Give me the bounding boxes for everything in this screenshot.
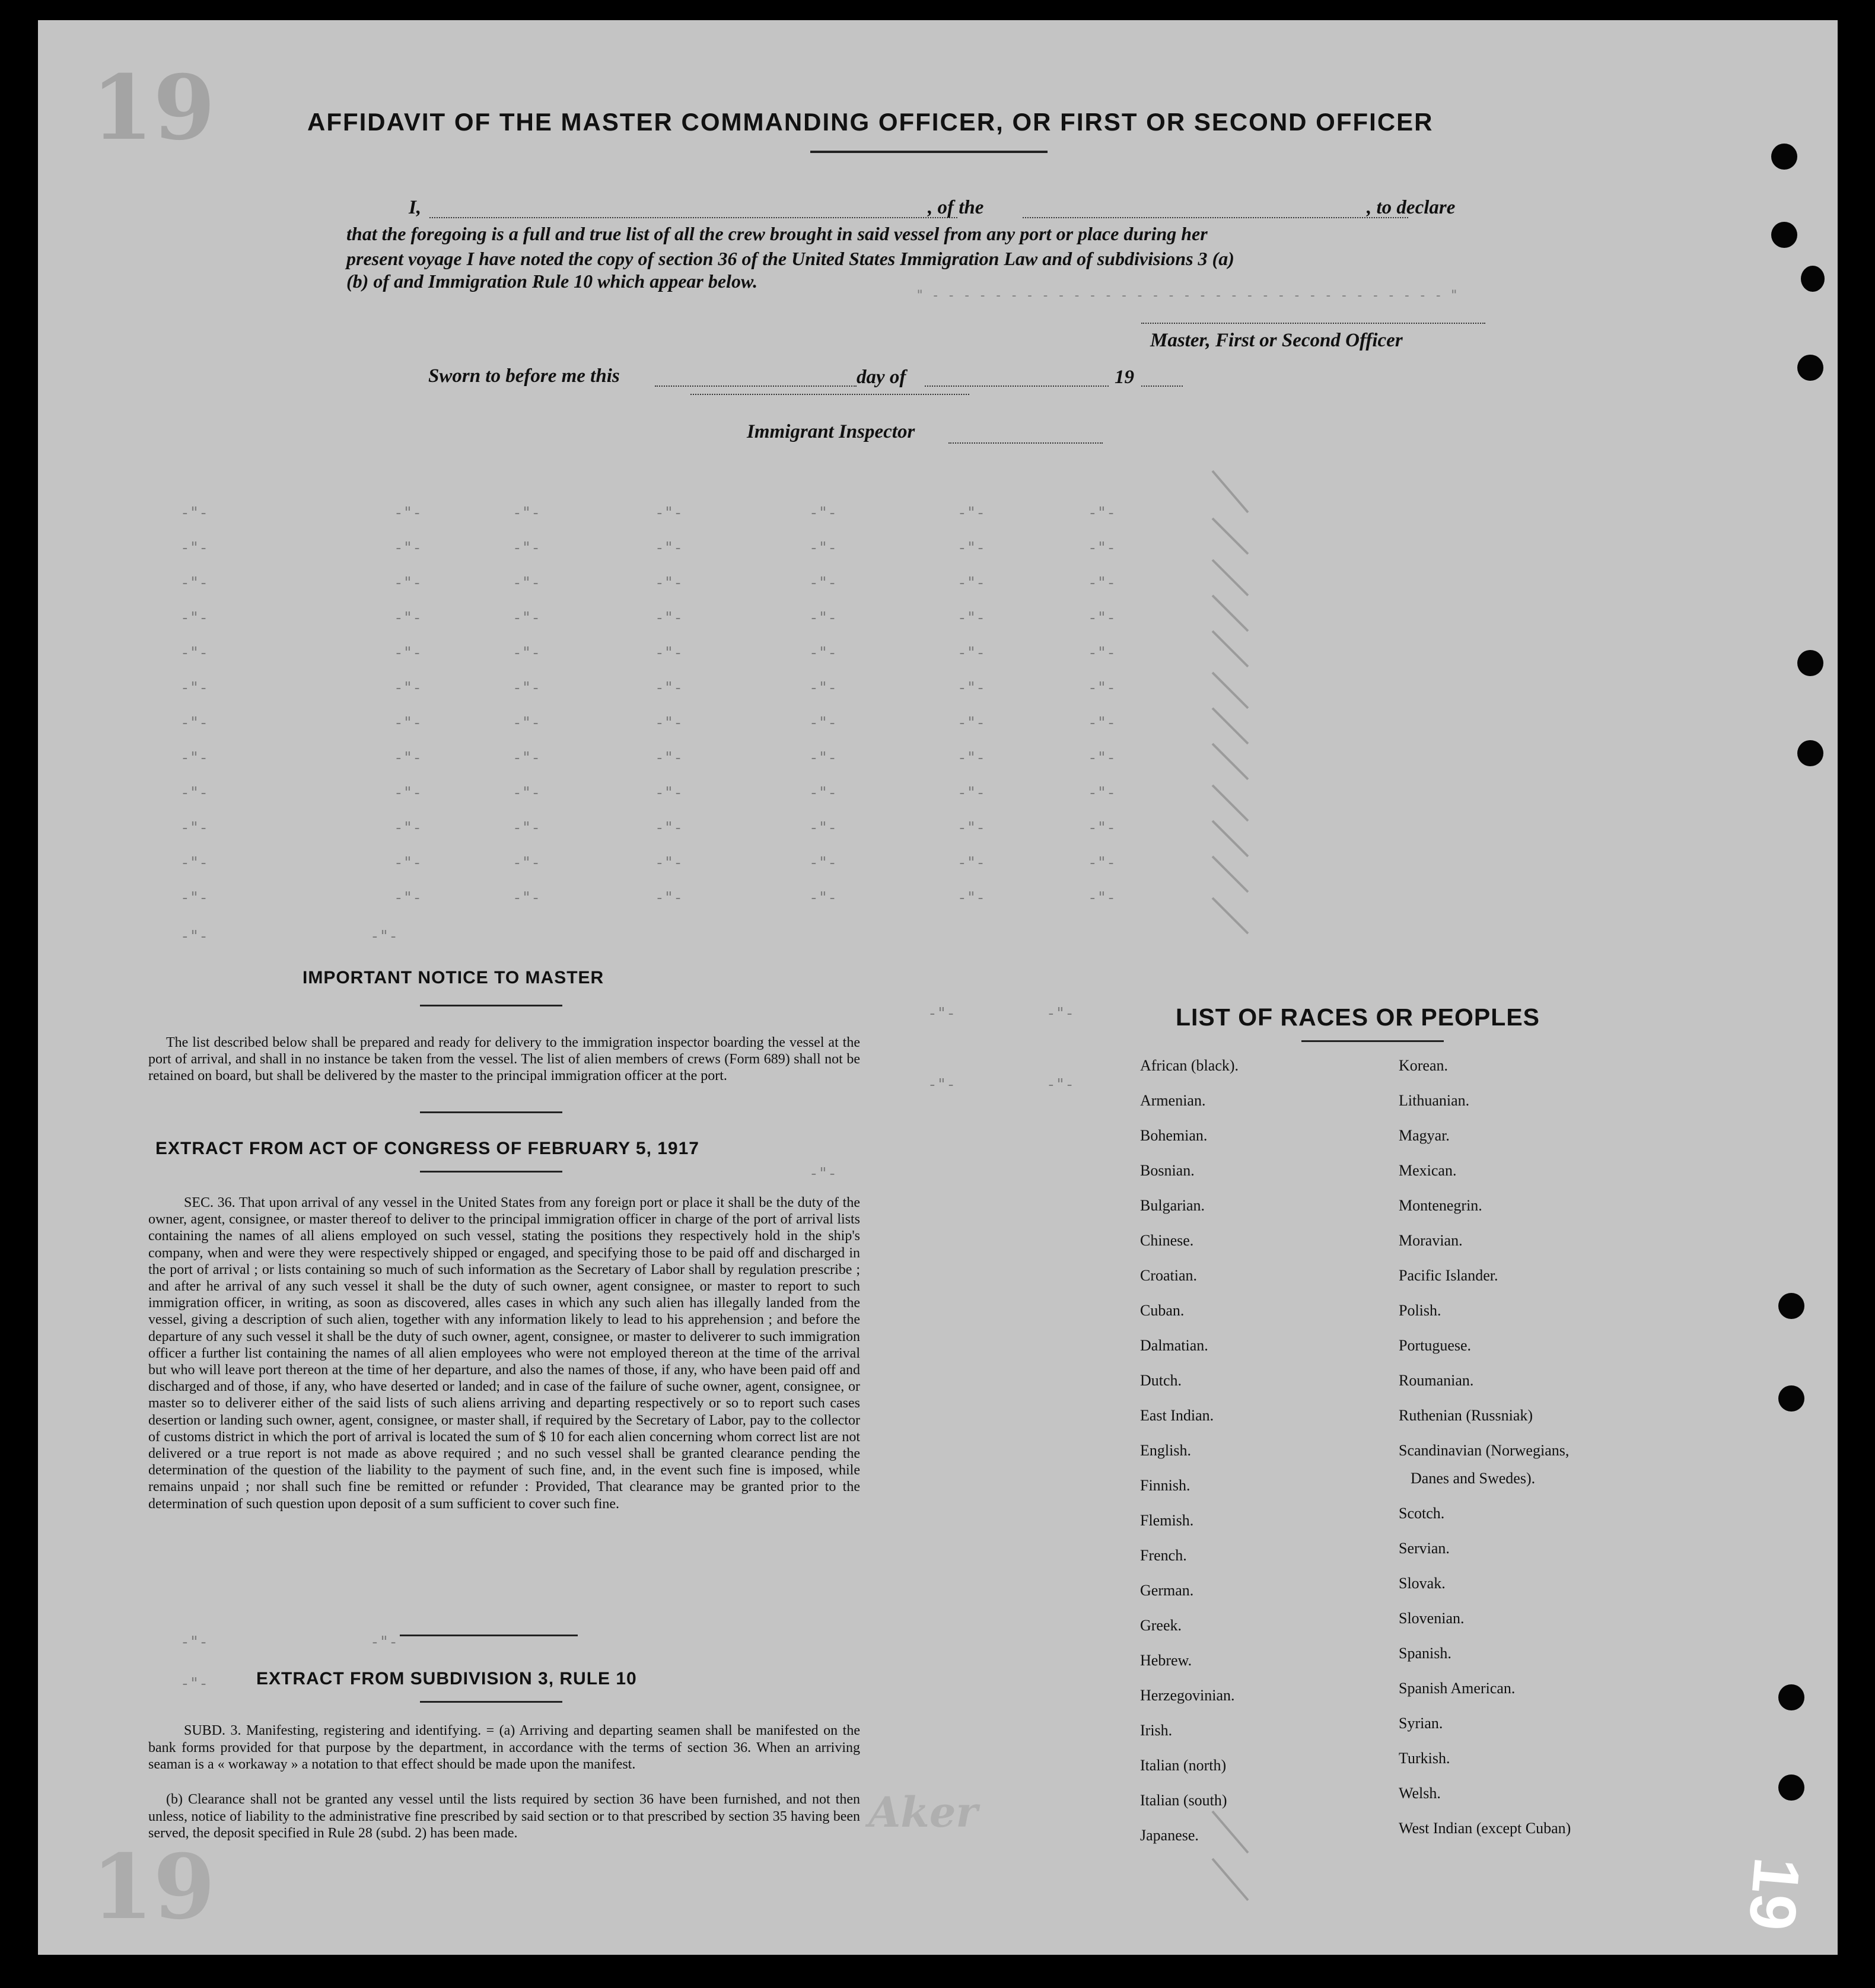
ghost-ditto-mark: -"-	[394, 749, 422, 767]
extract-act-body: SEC. 36. That upon arrival of any vessel in the United States from any foreign port or place it shall be the duty of the owner, agent, consignee, or master thereof to deliver to the principal immigration officer in charge of the port of arrival lists containing the names of all aliens employed on such vessel, stating the positions they respectively hold in the ship's company, when and were they were respectively shipped or engaged, and specifying those to be paid off and discharged in the port of arrival ; or lists containing so much of such information as the Secretary of Labor shall by regulation prescribe ; and after he arrival of any such vessel it shall be the duty of such owner, agent consignee, or master to report to such immigration officer, in writing, as soon as discovered, alles cases in which any such alien has illegally landed from the vessel, giving a description of such alien, together with any information likely to lead to his apprehension ; and before the departure of any such vessel it shall be the duty of such owner, agent, consignee, or master to deliverer to such immigration officer a further list containing the names of all alien employees who were not employed thereon at the time of the arrival but who will leave port thereon at the time of her departure, and also the names of those, if any, who have been paid off and discharged and of those, if any, who have deserted or landed; and in case of the failure of suche owner, agent, consignee, or master so to deliverer either of the said lists of such aliens arriving and departing respectively or so to report such cases desertion or landing such owner, agent, consignee, or master shall, if required by the Secretary of Labor, pay to the collector of customs district in which the port of arrival is located the sum of $ 10 for each alien concerning whom correct list are not delivered or a true report is not made as above required ; and no such vessel shall be granted clearance pending the determination of the question of the liability to the payment of such fine, and, in the event such fine is imposed, while remains unpaid ; nor shall such fine be remitted or refunder : Provided, That clearance may be granted prior to the determination of such question upon deposit of a sum sufficient to cover such fine.	[148, 1195, 860, 1512]
affidavit-line-3: present voyage I have noted the copy of section 36 of the United States Immigration Law and of subdivisions 3 (a)	[346, 248, 1234, 269]
race-item: Lithuanian.	[1399, 1092, 1470, 1109]
master-label: Master, First or Second Officer	[1150, 330, 1403, 351]
race-item: West Indian (except Cuban)	[1399, 1820, 1571, 1837]
ghost-page-number: 19	[91, 56, 215, 160]
affidavit-title: AFFIDAVIT OF THE MASTER COMMANDING OFFICER, OR FIRST OR SECOND OFFICER	[307, 108, 1434, 136]
ghost-typed-row: " - - - - - - - - - - - - - - - - - - - - - - - - - - - - - - - - - "	[916, 288, 1458, 303]
ghost-ditto-mark: -"-	[1046, 1076, 1074, 1094]
ghost-ditto-mark: -"-	[655, 679, 683, 697]
notice-title: IMPORTANT NOTICE TO MASTER	[303, 968, 604, 987]
ghost-ditto-mark: -"-	[655, 504, 683, 522]
affidavit-i-label: I,	[409, 197, 422, 218]
ghost-ditto-mark: -"-	[655, 714, 683, 732]
race-item: Spanish American.	[1399, 1680, 1516, 1697]
affidavit-of-the-label: , of the	[928, 197, 984, 218]
race-item: Welsh.	[1399, 1785, 1441, 1802]
race-item: Mexican.	[1399, 1162, 1457, 1179]
ghost-handwriting: Aker	[868, 1788, 978, 1837]
race-item: Bosnian.	[1140, 1162, 1195, 1179]
race-item: Hebrew.	[1140, 1652, 1192, 1669]
race-item: Dalmatian.	[1140, 1337, 1208, 1354]
race-item: Portuguese.	[1399, 1337, 1472, 1354]
ghost-ditto-mark: -"-	[957, 679, 985, 697]
ghost-ditto-mark: -"-	[394, 609, 422, 627]
race-item: Flemish.	[1140, 1512, 1194, 1529]
race-item: Roumanian.	[1399, 1372, 1474, 1389]
race-item: Montenegrin.	[1399, 1197, 1482, 1214]
races-title: LIST OF RACES OR PEOPLES	[1176, 1003, 1540, 1031]
ghost-ditto-mark: -"-	[957, 819, 985, 837]
race-item: Chinese.	[1140, 1232, 1194, 1249]
race-item: French.	[1140, 1547, 1187, 1564]
ghost-ditto-mark: -"-	[957, 749, 985, 767]
ghost-ditto-mark: -"-	[957, 644, 985, 662]
affidavit-line-2: that the foregoing is a full and true list of all the crew brought in said vessel from any port or place during her	[346, 223, 1208, 244]
punch-hole	[1797, 740, 1823, 766]
ghost-ditto-mark: -"-	[1088, 609, 1116, 627]
ghost-ditto-mark: -"-	[512, 854, 540, 872]
ghost-ditto-mark: -"-	[957, 889, 985, 907]
ghost-ditto-mark: -"-	[1088, 819, 1116, 837]
ghost-ditto-mark: -"-	[370, 1633, 398, 1651]
race-item: East Indian.	[1140, 1407, 1214, 1424]
ghost-ditto-mark: -"-	[180, 714, 208, 732]
race-item: Irish.	[1140, 1722, 1173, 1739]
ghost-ditto-mark: -"-	[180, 1675, 208, 1693]
ghost-ditto-mark: -"-	[512, 714, 540, 732]
ghost-ditto-mark: -"-	[655, 889, 683, 907]
ghost-ditto-mark: -"-	[655, 784, 683, 802]
ghost-ditto-mark: -"-	[809, 609, 837, 627]
ghost-ditto-mark: -"-	[809, 1165, 837, 1183]
race-item: Polish.	[1399, 1302, 1441, 1319]
ghost-ditto-mark: -"-	[809, 644, 837, 662]
extract-rule-body-a: SUBD. 3. Manifesting, registering and identifying. = (a) Arriving and departing seamen shall be manifested on the bank forms provided for that purpose by the department, in accordance with the terms of section 36. When an arriving seaman is a « workaway » a notation to that effect should be made upon the manifest.	[148, 1723, 860, 1772]
punch-hole	[1778, 1684, 1804, 1710]
race-item: African (black).	[1140, 1057, 1239, 1074]
ghost-ditto-mark: -"-	[655, 854, 683, 872]
ghost-page-number-bottom: 19	[91, 1835, 215, 1939]
extract-rule-body-b: (b) Clearance shall not be granted any vessel until the lists required by section 36 have been furnished, and not then unless, notice of liability to the administrative fine prescribed by said section or to that prescribed by section 35 having been served, the deposit specified in Rule 28 (subd. 2) has been made.	[148, 1792, 860, 1841]
ghost-tick-marks	[1201, 447, 1284, 1930]
ghost-ditto-mark: -"-	[1088, 644, 1116, 662]
notice-underline	[420, 1005, 562, 1006]
ghost-ditto-mark: -"-	[1088, 574, 1116, 592]
race-item: Bohemian.	[1140, 1127, 1208, 1144]
race-item: Finnish.	[1140, 1477, 1190, 1494]
race-item: Dutch.	[1140, 1372, 1182, 1389]
extract-act-bottom-rule	[400, 1635, 578, 1636]
race-item: Slovenian.	[1399, 1610, 1465, 1627]
races-underline	[1301, 1040, 1444, 1042]
extract-act-underline	[420, 1171, 562, 1173]
ghost-ditto-mark: -"-	[957, 854, 985, 872]
ghost-ditto-mark: -"-	[394, 819, 422, 837]
race-item: Magyar.	[1399, 1127, 1450, 1144]
ghost-ditto-mark: -"-	[394, 889, 422, 907]
sworn-label: Sworn to before me this	[428, 365, 620, 387]
ghost-ditto-mark: -"-	[180, 784, 208, 802]
ghost-ditto-mark: -"-	[512, 679, 540, 697]
ghost-ditto-mark: -"-	[957, 609, 985, 627]
race-item: Herzegovinian.	[1140, 1687, 1235, 1704]
ghost-ditto-mark: -"-	[180, 539, 208, 557]
race-item: Croatian.	[1140, 1267, 1198, 1284]
ghost-ditto-mark: -"-	[394, 574, 422, 592]
race-item: Moravian.	[1399, 1232, 1463, 1249]
ghost-ditto-mark: -"-	[1046, 1005, 1074, 1022]
ghost-ditto-mark: -"-	[809, 714, 837, 732]
ghost-ditto-mark: -"-	[1088, 539, 1116, 557]
ghost-ditto-mark: -"-	[394, 784, 422, 802]
ghost-ditto-mark: -"-	[655, 609, 683, 627]
race-item: Servian.	[1399, 1540, 1450, 1557]
ghost-ditto-mark: -"-	[180, 819, 208, 837]
title-underline	[810, 151, 1048, 153]
extract-rule-title: EXTRACT FROM SUBDIVISION 3, RULE 10	[256, 1669, 637, 1688]
punch-hole	[1778, 1774, 1804, 1801]
inspector-signature-line	[690, 394, 969, 395]
ghost-ditto-mark: -"-	[394, 504, 422, 522]
ghost-ditto-mark: -"-	[957, 714, 985, 732]
ghost-ditto-mark: -"-	[957, 574, 985, 592]
ghost-ditto-mark: -"-	[180, 644, 208, 662]
ghost-ditto-mark: -"-	[512, 749, 540, 767]
ghost-ditto-mark: -"-	[809, 784, 837, 802]
race-item: Pacific Islander.	[1399, 1267, 1498, 1284]
ghost-ditto-mark: -"-	[180, 889, 208, 907]
race-item: German.	[1140, 1582, 1194, 1599]
ghost-ditto-mark: -"-	[394, 854, 422, 872]
ghost-ditto-mark: -"-	[809, 574, 837, 592]
race-item: Danes and Swedes).	[1411, 1470, 1536, 1487]
affidavit-name-line	[429, 217, 957, 218]
ghost-ditto-mark: -"-	[928, 1076, 956, 1094]
day-of-label: day of	[857, 367, 906, 388]
sworn-year-line	[1141, 386, 1183, 387]
ghost-ditto-mark: -"-	[809, 854, 837, 872]
ghost-ditto-mark: -"-	[180, 679, 208, 697]
race-item: Slovak.	[1399, 1575, 1446, 1592]
ghost-ditto-mark: -"-	[655, 574, 683, 592]
race-item: Scandinavian (Norwegians,	[1399, 1442, 1570, 1459]
race-item: Cuban.	[1140, 1302, 1185, 1319]
ghost-ditto-mark: -"-	[957, 504, 985, 522]
ghost-ditto-mark: -"-	[512, 574, 540, 592]
ghost-ditto-mark: -"-	[957, 784, 985, 802]
ghost-ditto-mark: -"-	[1088, 749, 1116, 767]
race-item: Greek.	[1140, 1617, 1182, 1634]
ghost-ditto-mark: -"-	[180, 854, 208, 872]
race-item: Syrian.	[1399, 1715, 1443, 1732]
form-sheet	[38, 20, 1838, 1955]
master-signature-line	[1141, 323, 1485, 324]
sworn-month-line	[925, 386, 1109, 387]
ghost-ditto-mark: -"-	[512, 609, 540, 627]
ghost-ditto-mark: -"-	[809, 539, 837, 557]
ghost-ditto-mark: -"-	[809, 889, 837, 907]
punch-hole	[1771, 144, 1797, 170]
race-item: Armenian.	[1140, 1092, 1206, 1109]
race-item: Italian (north)	[1140, 1757, 1227, 1774]
ghost-ditto-mark: -"-	[1088, 889, 1116, 907]
ghost-ditto-mark: -"-	[1088, 714, 1116, 732]
ghost-ditto-mark: -"-	[512, 644, 540, 662]
race-item: Spanish.	[1399, 1645, 1451, 1662]
inspector-label: Immigrant Inspector	[747, 421, 915, 442]
affidavit-declare-label: , to declare	[1367, 197, 1456, 218]
ghost-ditto-mark: -"-	[180, 504, 208, 522]
ghost-ditto-mark: -"-	[180, 928, 208, 945]
punch-hole	[1778, 1385, 1804, 1412]
ghost-ditto-mark: -"-	[180, 609, 208, 627]
ghost-ditto-mark: -"-	[957, 539, 985, 557]
punch-hole	[1778, 1293, 1804, 1319]
ghost-ditto-mark: -"-	[1088, 679, 1116, 697]
ghost-ditto-mark: -"-	[180, 749, 208, 767]
extract-act-title: EXTRACT FROM ACT OF CONGRESS OF FEBRUARY 5, 1917	[155, 1139, 699, 1158]
affidavit-vessel-line	[1023, 217, 1408, 218]
ghost-ditto-mark: -"-	[928, 1005, 956, 1022]
year-label: 19	[1115, 367, 1134, 388]
ghost-ditto-mark: -"-	[655, 644, 683, 662]
extract-rule-underline	[420, 1701, 562, 1703]
ghost-ditto-mark: -"-	[394, 644, 422, 662]
ghost-ditto-mark: -"-	[180, 1633, 208, 1651]
ghost-ditto-mark: -"-	[1088, 504, 1116, 522]
punch-hole	[1797, 355, 1823, 381]
ghost-ditto-mark: -"-	[1088, 854, 1116, 872]
ghost-ditto-mark: -"-	[370, 928, 398, 945]
ghost-ditto-mark: -"-	[809, 749, 837, 767]
race-item: Turkish.	[1399, 1750, 1450, 1767]
ghost-ditto-mark: -"-	[180, 574, 208, 592]
notice-bottom-rule	[420, 1111, 562, 1113]
race-item: Scotch.	[1399, 1505, 1445, 1522]
ghost-ditto-mark: -"-	[809, 679, 837, 697]
race-item: Ruthenian (Russniak)	[1399, 1407, 1533, 1424]
race-item: Japanese.	[1140, 1827, 1199, 1844]
punch-hole	[1801, 266, 1825, 292]
ghost-ditto-mark: -"-	[394, 539, 422, 557]
sworn-day-line	[655, 386, 857, 387]
notice-body: The list described below shall be prepared and ready for delivery to the immigration inspector boarding the vessel at the port of arrival, and shall in no instance be taken from the vessel. The list of alien members of crews (Form 689) shall not be retained on board, but shall be delivered by the master to the principal immigration officer at the port.	[148, 1035, 860, 1084]
ghost-ditto-mark: -"-	[512, 819, 540, 837]
punch-hole	[1771, 222, 1797, 248]
ghost-ditto-mark: -"-	[809, 819, 837, 837]
race-item: Italian (south)	[1140, 1792, 1227, 1809]
ghost-ditto-mark: -"-	[655, 539, 683, 557]
ghost-ditto-mark: -"-	[512, 504, 540, 522]
page-number: 19	[1734, 1855, 1814, 1933]
ghost-ditto-mark: -"-	[1088, 784, 1116, 802]
race-item: Korean.	[1399, 1057, 1449, 1074]
ghost-ditto-mark: -"-	[394, 714, 422, 732]
inspector-trailing-line	[948, 442, 1103, 444]
ghost-ditto-mark: -"-	[655, 749, 683, 767]
punch-hole	[1797, 650, 1823, 676]
ghost-ditto-mark: -"-	[809, 504, 837, 522]
affidavit-line-4: (b) of and Immigration Rule 10 which appear below.	[346, 270, 758, 292]
ghost-ditto-mark: -"-	[512, 539, 540, 557]
ghost-ditto-mark: -"-	[512, 784, 540, 802]
ghost-ditto-mark: -"-	[655, 819, 683, 837]
ghost-ditto-mark: -"-	[512, 889, 540, 907]
race-item: English.	[1140, 1442, 1191, 1459]
ghost-ditto-mark: -"-	[394, 679, 422, 697]
race-item: Bulgarian.	[1140, 1197, 1205, 1214]
